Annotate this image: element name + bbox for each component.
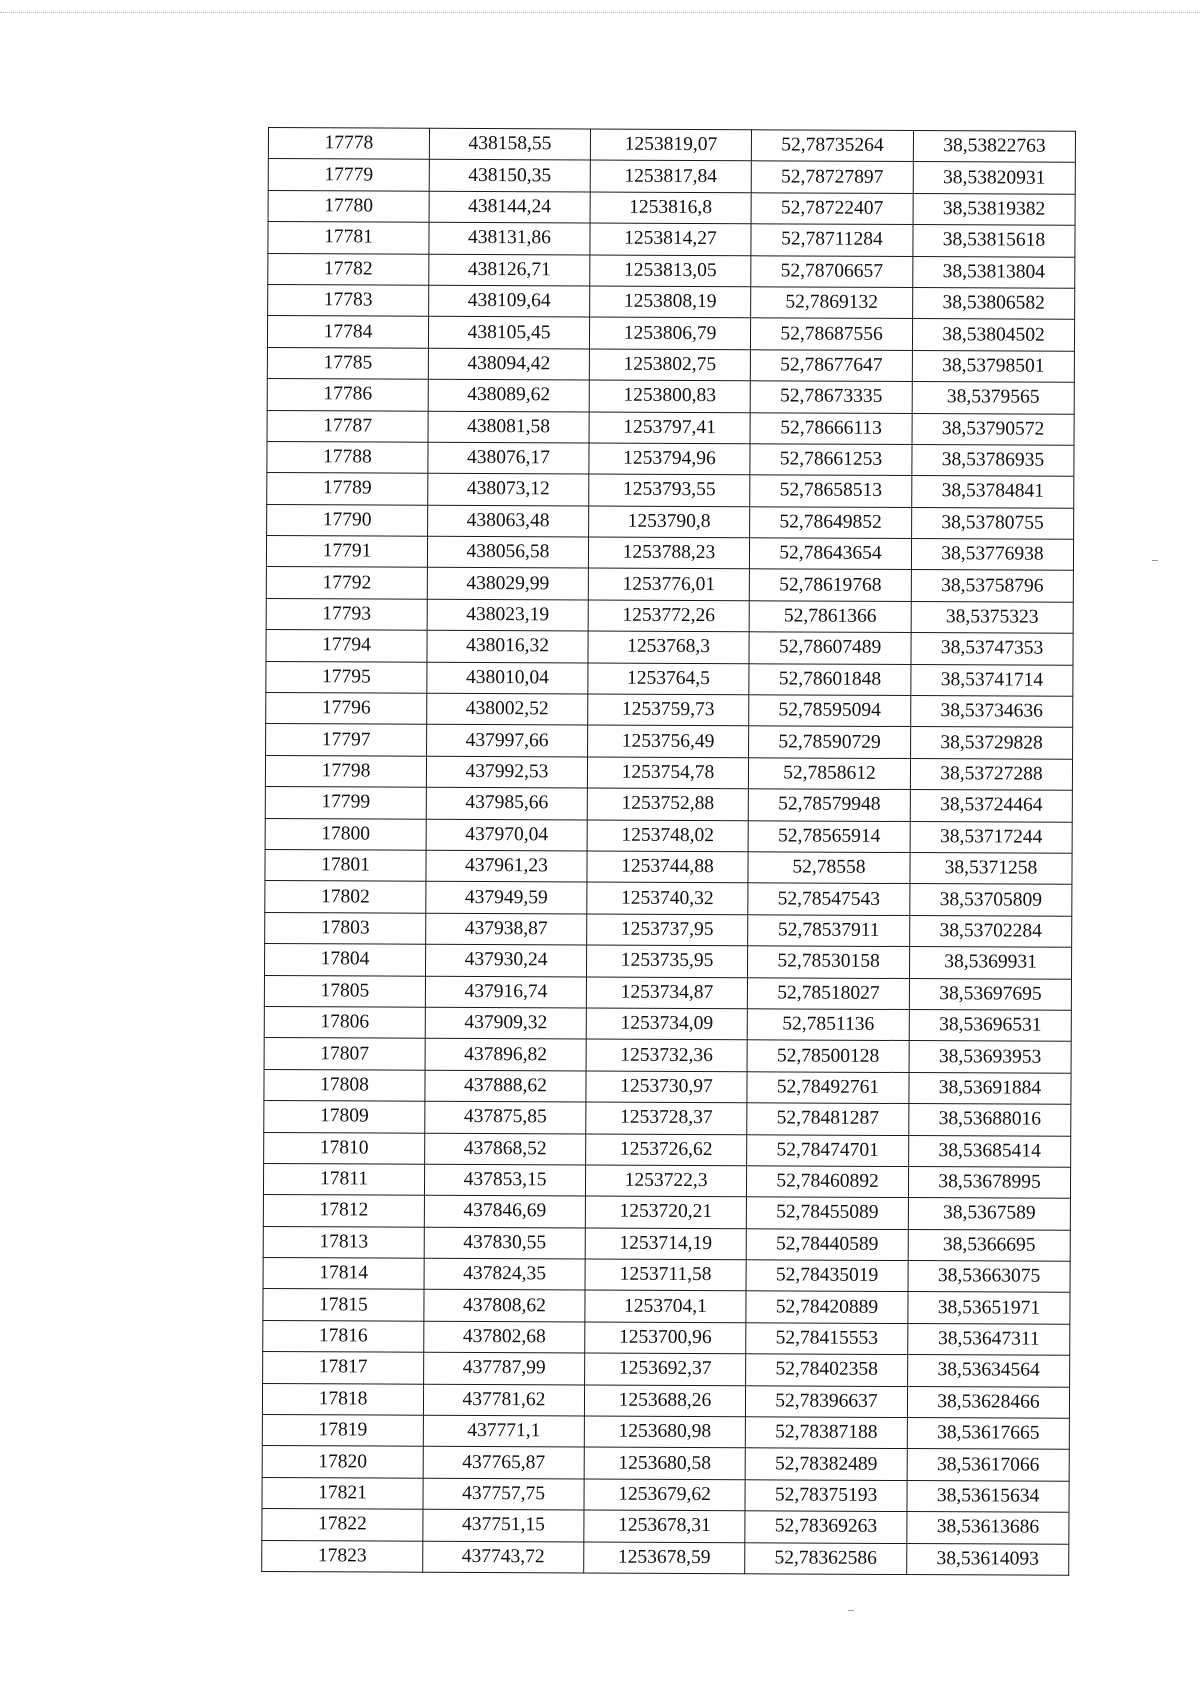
latitude-cell: 52,78455089 <box>746 1197 908 1229</box>
latitude-cell: 52,78435019 <box>746 1260 908 1292</box>
coordinate-table-body <box>262 128 1076 1576</box>
table-row <box>267 316 1074 351</box>
longitude-cell: 38,53613686 <box>907 1512 1069 1544</box>
latitude-cell: 52,78735264 <box>751 130 913 162</box>
point-number-cell: 17794 <box>266 630 427 662</box>
longitude-cell: 38,53647311 <box>908 1323 1070 1355</box>
point-number-cell: 17793 <box>266 598 427 630</box>
latitude-cell: 52,78460892 <box>746 1166 908 1198</box>
x-coordinate-cell: 437765,87 <box>423 1447 584 1479</box>
table-row <box>264 1132 1071 1167</box>
latitude-cell: 52,78415553 <box>746 1323 908 1355</box>
table-row <box>265 755 1072 790</box>
latitude-cell: 52,78402358 <box>746 1354 908 1386</box>
x-coordinate-cell: 438002,52 <box>427 693 588 725</box>
x-coordinate-cell: 437896,82 <box>425 1039 586 1071</box>
latitude-cell: 52,78375193 <box>745 1480 907 1512</box>
longitude-cell: 38,53790572 <box>912 413 1074 445</box>
x-coordinate-cell: 438056,58 <box>427 536 588 568</box>
y-coordinate-cell: 1253756,49 <box>588 725 749 757</box>
table-row <box>266 693 1073 728</box>
table-row <box>266 567 1073 602</box>
x-coordinate-cell: 438109,64 <box>429 285 590 317</box>
longitude-cell: 38,53691884 <box>909 1072 1071 1104</box>
longitude-cell: 38,53780755 <box>912 507 1074 539</box>
latitude-cell: 52,78711284 <box>751 224 913 256</box>
longitude-cell: 38,53729828 <box>911 727 1073 759</box>
y-coordinate-cell: 1253688,26 <box>584 1385 745 1417</box>
x-coordinate-cell: 438089,62 <box>428 379 589 411</box>
point-number-cell: 17785 <box>267 347 428 379</box>
table-row <box>265 787 1072 822</box>
latitude-cell: 52,78362586 <box>745 1542 907 1574</box>
table-row <box>262 1509 1069 1544</box>
scan-top-edge <box>0 12 1200 13</box>
y-coordinate-cell: 1253790,8 <box>589 506 750 538</box>
latitude-cell: 52,78518027 <box>747 977 909 1009</box>
latitude-cell: 52,78666113 <box>750 412 912 444</box>
x-coordinate-cell: 437916,74 <box>425 976 586 1008</box>
x-coordinate-cell: 437757,75 <box>423 1478 584 1510</box>
y-coordinate-cell: 1253794,96 <box>589 443 750 475</box>
y-coordinate-cell: 1253711,58 <box>585 1259 746 1291</box>
point-number-cell: 17821 <box>262 1477 423 1509</box>
latitude-cell: 52,78677647 <box>750 350 912 382</box>
latitude-cell: 52,78420889 <box>746 1291 908 1323</box>
point-number-cell: 17816 <box>263 1320 424 1352</box>
longitude-cell: 38,53617066 <box>907 1449 1069 1481</box>
latitude-cell: 52,78661253 <box>750 444 912 476</box>
point-number-cell: 17822 <box>262 1509 423 1541</box>
longitude-cell: 38,53758796 <box>911 570 1073 602</box>
x-coordinate-cell: 437875,85 <box>425 1101 586 1133</box>
y-coordinate-cell: 1253816,8 <box>590 192 751 224</box>
latitude-cell: 52,7858612 <box>748 758 910 790</box>
point-number-cell: 17799 <box>265 787 426 819</box>
latitude-cell: 52,78579948 <box>748 789 910 821</box>
x-coordinate-cell: 437853,15 <box>424 1164 585 1196</box>
longitude-cell: 38,53786935 <box>912 444 1074 476</box>
x-coordinate-cell: 437997,66 <box>427 725 588 757</box>
point-number-cell: 17790 <box>267 504 428 536</box>
table-row <box>265 944 1072 979</box>
y-coordinate-cell: 1253752,88 <box>587 788 748 820</box>
longitude-cell: 38,53815618 <box>913 225 1075 257</box>
y-coordinate-cell: 1253737,95 <box>587 914 748 946</box>
scan-speck <box>1152 560 1158 561</box>
point-number-cell: 17812 <box>263 1195 424 1227</box>
x-coordinate-cell: 438073,12 <box>428 474 589 506</box>
y-coordinate-cell: 1253748,02 <box>587 820 748 852</box>
point-number-cell: 17791 <box>266 536 427 568</box>
table-row <box>265 818 1072 853</box>
longitude-cell: 38,53741714 <box>911 664 1073 696</box>
y-coordinate-cell: 1253730,97 <box>586 1071 747 1103</box>
y-coordinate-cell: 1253772,26 <box>588 600 749 632</box>
x-coordinate-cell: 437970,04 <box>426 819 587 851</box>
point-number-cell: 17808 <box>264 1069 425 1101</box>
x-coordinate-cell: 437985,66 <box>426 787 587 819</box>
table-row <box>266 598 1073 633</box>
x-coordinate-cell: 437909,32 <box>425 1007 586 1039</box>
longitude-cell: 38,53663075 <box>908 1261 1070 1293</box>
latitude-cell: 52,78590729 <box>749 726 911 758</box>
y-coordinate-cell: 1253734,09 <box>586 1008 747 1040</box>
table-row <box>263 1226 1070 1261</box>
x-coordinate-cell: 437830,55 <box>424 1227 585 1259</box>
y-coordinate-cell: 1253720,21 <box>585 1196 746 1228</box>
longitude-cell: 38,53727288 <box>910 758 1072 790</box>
latitude-cell: 52,78722407 <box>751 193 913 225</box>
latitude-cell: 52,78492761 <box>747 1071 909 1103</box>
x-coordinate-cell: 438150,35 <box>429 160 590 192</box>
latitude-cell: 52,78658513 <box>750 475 912 507</box>
latitude-cell: 52,78649852 <box>750 506 912 538</box>
point-number-cell: 17810 <box>264 1132 425 1164</box>
point-number-cell: 17796 <box>266 693 427 725</box>
point-number-cell: 17782 <box>268 253 429 285</box>
latitude-cell: 52,78687556 <box>750 318 912 350</box>
x-coordinate-cell: 438010,04 <box>427 662 588 694</box>
table-row <box>265 849 1072 884</box>
longitude-cell: 38,53614093 <box>907 1543 1069 1575</box>
table-row <box>264 1038 1071 1073</box>
point-number-cell: 17811 <box>263 1163 424 1195</box>
point-number-cell: 17817 <box>263 1352 424 1384</box>
point-number-cell: 17801 <box>265 849 426 881</box>
latitude-cell: 52,78396637 <box>745 1385 907 1417</box>
y-coordinate-cell: 1253692,37 <box>585 1353 746 1385</box>
x-coordinate-cell: 437949,59 <box>426 882 587 914</box>
point-number-cell: 17788 <box>267 441 428 473</box>
y-coordinate-cell: 1253678,59 <box>584 1542 745 1574</box>
y-coordinate-cell: 1253728,37 <box>586 1102 747 1134</box>
latitude-cell: 52,78619768 <box>749 569 911 601</box>
table-row <box>264 1006 1071 1041</box>
y-coordinate-cell: 1253740,32 <box>587 882 748 914</box>
table-row <box>267 410 1074 445</box>
table-row <box>267 441 1074 476</box>
x-coordinate-cell: 438016,32 <box>427 631 588 663</box>
table-row <box>267 473 1074 508</box>
y-coordinate-cell: 1253802,75 <box>589 349 750 381</box>
x-coordinate-cell: 437781,62 <box>423 1384 584 1416</box>
longitude-cell: 38,53784841 <box>912 476 1074 508</box>
x-coordinate-cell: 438144,24 <box>429 191 590 223</box>
y-coordinate-cell: 1253768,3 <box>588 631 749 663</box>
x-coordinate-cell: 437802,68 <box>424 1321 585 1353</box>
table-row <box>264 975 1071 1010</box>
x-coordinate-cell: 438076,17 <box>428 442 589 474</box>
latitude-cell: 52,78547543 <box>748 883 910 915</box>
table-row <box>266 661 1073 696</box>
latitude-cell: 52,78440589 <box>746 1228 908 1260</box>
y-coordinate-cell: 1253679,62 <box>584 1479 745 1511</box>
point-number-cell: 17814 <box>263 1258 424 1290</box>
table-row <box>263 1352 1070 1387</box>
y-coordinate-cell: 1253680,98 <box>584 1416 745 1448</box>
point-number-cell: 17780 <box>268 190 429 222</box>
x-coordinate-cell: 437868,52 <box>425 1133 586 1165</box>
x-coordinate-cell: 437992,53 <box>426 756 587 788</box>
longitude-cell: 38,53813804 <box>913 256 1075 288</box>
point-number-cell: 17787 <box>267 410 428 442</box>
latitude-cell: 52,7861366 <box>749 601 911 633</box>
table-row <box>268 190 1075 225</box>
table-row <box>266 630 1073 665</box>
longitude-cell: 38,5367589 <box>908 1198 1070 1230</box>
point-number-cell: 17815 <box>263 1289 424 1321</box>
table-row <box>262 1383 1069 1418</box>
point-number-cell: 17797 <box>266 724 427 756</box>
table-row <box>268 253 1075 288</box>
latitude-cell: 52,78558 <box>748 852 910 884</box>
y-coordinate-cell: 1253732,36 <box>586 1039 747 1071</box>
x-coordinate-cell: 437961,23 <box>426 850 587 882</box>
latitude-cell: 52,78727897 <box>751 161 913 193</box>
point-number-cell: 17805 <box>264 975 425 1007</box>
x-coordinate-cell: 437938,87 <box>426 913 587 945</box>
y-coordinate-cell: 1253714,19 <box>585 1228 746 1260</box>
y-coordinate-cell: 1253797,41 <box>589 412 750 444</box>
longitude-cell: 38,53717244 <box>910 821 1072 853</box>
latitude-cell: 52,78706657 <box>751 255 913 287</box>
y-coordinate-cell: 1253735,95 <box>587 945 748 977</box>
x-coordinate-cell: 438126,71 <box>429 254 590 286</box>
longitude-cell: 38,5371258 <box>910 853 1072 885</box>
point-number-cell: 17818 <box>262 1383 423 1415</box>
table-row <box>263 1195 1070 1230</box>
point-number-cell: 17820 <box>262 1446 423 1478</box>
x-coordinate-cell: 438063,48 <box>428 505 589 537</box>
x-coordinate-cell: 437743,72 <box>423 1541 584 1573</box>
longitude-cell: 38,53651971 <box>908 1292 1070 1324</box>
x-coordinate-cell: 437824,35 <box>424 1258 585 1290</box>
x-coordinate-cell: 437808,62 <box>424 1290 585 1322</box>
table-row <box>267 504 1074 539</box>
latitude-cell: 52,78565914 <box>748 820 910 852</box>
longitude-cell: 38,53705809 <box>910 884 1072 916</box>
longitude-cell: 38,53702284 <box>910 915 1072 947</box>
y-coordinate-cell: 1253754,78 <box>587 757 748 789</box>
x-coordinate-cell: 438023,19 <box>427 599 588 631</box>
table-row <box>264 1069 1071 1104</box>
longitude-cell: 38,53806582 <box>913 287 1075 319</box>
table-row <box>266 724 1073 759</box>
point-number-cell: 17786 <box>267 379 428 411</box>
point-number-cell: 17803 <box>265 912 426 944</box>
longitude-cell: 38,53734636 <box>911 696 1073 728</box>
latitude-cell: 52,78607489 <box>749 632 911 664</box>
point-number-cell: 17783 <box>268 284 429 316</box>
longitude-cell: 38,53628466 <box>907 1386 1069 1418</box>
latitude-cell: 52,78595094 <box>749 695 911 727</box>
y-coordinate-cell: 1253722,3 <box>585 1165 746 1197</box>
table-row <box>268 128 1075 163</box>
y-coordinate-cell: 1253764,5 <box>588 663 749 695</box>
latitude-cell: 52,78530158 <box>747 946 909 978</box>
latitude-cell: 52,78537911 <box>748 915 910 947</box>
longitude-cell: 38,53819382 <box>913 193 1075 225</box>
latitude-cell: 52,78643654 <box>749 538 911 570</box>
longitude-cell: 38,53776938 <box>911 539 1073 571</box>
y-coordinate-cell: 1253759,73 <box>588 694 749 726</box>
point-number-cell: 17779 <box>268 159 429 191</box>
longitude-cell: 38,53696531 <box>909 1009 1071 1041</box>
point-number-cell: 17795 <box>266 661 427 693</box>
table-row <box>265 881 1072 916</box>
x-coordinate-cell: 438158,55 <box>429 128 590 160</box>
latitude-cell: 52,78673335 <box>750 381 912 413</box>
longitude-cell: 38,53697695 <box>909 978 1071 1010</box>
latitude-cell: 52,78369263 <box>745 1511 907 1543</box>
y-coordinate-cell: 1253800,83 <box>589 380 750 412</box>
latitude-cell: 52,7851136 <box>747 1009 909 1041</box>
x-coordinate-cell: 437771,1 <box>423 1415 584 1447</box>
x-coordinate-cell: 438029,99 <box>427 568 588 600</box>
y-coordinate-cell: 1253776,01 <box>588 568 749 600</box>
x-coordinate-cell: 438131,86 <box>429 222 590 254</box>
table-row <box>262 1540 1069 1575</box>
y-coordinate-cell: 1253793,55 <box>589 474 750 506</box>
x-coordinate-cell: 437751,15 <box>423 1509 584 1541</box>
y-coordinate-cell: 1253678,31 <box>584 1510 745 1542</box>
x-coordinate-cell: 437787,99 <box>424 1352 585 1384</box>
y-coordinate-cell: 1253680,58 <box>584 1447 745 1479</box>
point-number-cell: 17802 <box>265 881 426 913</box>
scan-speck <box>848 1610 854 1611</box>
y-coordinate-cell: 1253813,05 <box>590 255 751 287</box>
point-number-cell: 17778 <box>268 128 429 160</box>
y-coordinate-cell: 1253704,1 <box>585 1290 746 1322</box>
x-coordinate-cell: 437846,69 <box>424 1196 585 1228</box>
coordinate-table <box>261 127 1076 1576</box>
point-number-cell: 17807 <box>264 1038 425 1070</box>
table-row <box>262 1477 1069 1512</box>
table-row <box>268 284 1075 319</box>
table-row <box>267 347 1074 382</box>
longitude-cell: 38,53685414 <box>909 1135 1071 1167</box>
latitude-cell: 52,78382489 <box>745 1448 907 1480</box>
x-coordinate-cell: 437930,24 <box>426 944 587 976</box>
table-row <box>262 1415 1069 1450</box>
longitude-cell: 38,5375323 <box>911 601 1073 633</box>
longitude-cell: 38,53822763 <box>913 131 1075 163</box>
latitude-cell: 52,78500128 <box>747 1040 909 1072</box>
point-number-cell: 17813 <box>263 1226 424 1258</box>
table-row <box>267 379 1074 414</box>
latitude-cell: 52,78474701 <box>747 1134 909 1166</box>
table-row <box>263 1163 1070 1198</box>
longitude-cell: 38,53724464 <box>910 790 1072 822</box>
y-coordinate-cell: 1253700,96 <box>585 1322 746 1354</box>
table-row <box>263 1258 1070 1293</box>
longitude-cell: 38,53615634 <box>907 1480 1069 1512</box>
table-row <box>263 1289 1070 1324</box>
longitude-cell: 38,53804502 <box>912 319 1074 351</box>
table-row <box>268 222 1075 257</box>
latitude-cell: 52,78387188 <box>745 1417 907 1449</box>
longitude-cell: 38,53617665 <box>907 1418 1069 1450</box>
y-coordinate-cell: 1253734,87 <box>586 977 747 1009</box>
longitude-cell: 38,53798501 <box>912 350 1074 382</box>
longitude-cell: 38,5379565 <box>912 382 1074 414</box>
x-coordinate-cell: 438081,58 <box>428 411 589 443</box>
longitude-cell: 38,53747353 <box>911 633 1073 665</box>
y-coordinate-cell: 1253726,62 <box>586 1134 747 1166</box>
y-coordinate-cell: 1253819,07 <box>590 129 751 161</box>
point-number-cell: 17784 <box>267 316 428 348</box>
longitude-cell: 38,53820931 <box>913 162 1075 194</box>
table-row <box>263 1320 1070 1355</box>
y-coordinate-cell: 1253817,84 <box>590 160 751 192</box>
latitude-cell: 52,78601848 <box>749 663 911 695</box>
longitude-cell: 38,53634564 <box>908 1355 1070 1387</box>
point-number-cell: 17800 <box>265 818 426 850</box>
x-coordinate-cell: 438105,45 <box>428 317 589 349</box>
y-coordinate-cell: 1253744,88 <box>587 851 748 883</box>
point-number-cell: 17804 <box>265 944 426 976</box>
table-row <box>265 912 1072 947</box>
point-number-cell: 17781 <box>268 222 429 254</box>
latitude-cell: 52,78481287 <box>747 1103 909 1135</box>
point-number-cell: 17819 <box>262 1415 423 1447</box>
x-coordinate-cell: 437888,62 <box>425 1070 586 1102</box>
table-row <box>262 1446 1069 1481</box>
point-number-cell: 17823 <box>262 1540 423 1572</box>
y-coordinate-cell: 1253806,79 <box>589 317 750 349</box>
point-number-cell: 17806 <box>264 1006 425 1038</box>
longitude-cell: 38,53678995 <box>908 1166 1070 1198</box>
point-number-cell: 17792 <box>266 567 427 599</box>
y-coordinate-cell: 1253808,19 <box>590 286 751 318</box>
x-coordinate-cell: 438094,42 <box>428 348 589 380</box>
table-row <box>266 536 1073 571</box>
y-coordinate-cell: 1253814,27 <box>590 223 751 255</box>
y-coordinate-cell: 1253788,23 <box>588 537 749 569</box>
longitude-cell: 38,53688016 <box>909 1104 1071 1136</box>
point-number-cell: 17798 <box>265 755 426 787</box>
table-row <box>264 1101 1071 1136</box>
longitude-cell: 38,5366695 <box>908 1229 1070 1261</box>
point-number-cell: 17809 <box>264 1101 425 1133</box>
longitude-cell: 38,5369931 <box>909 947 1071 979</box>
table-row <box>268 159 1075 194</box>
point-number-cell: 17789 <box>267 473 428 505</box>
latitude-cell: 52,7869132 <box>751 287 913 319</box>
longitude-cell: 38,53693953 <box>909 1041 1071 1073</box>
